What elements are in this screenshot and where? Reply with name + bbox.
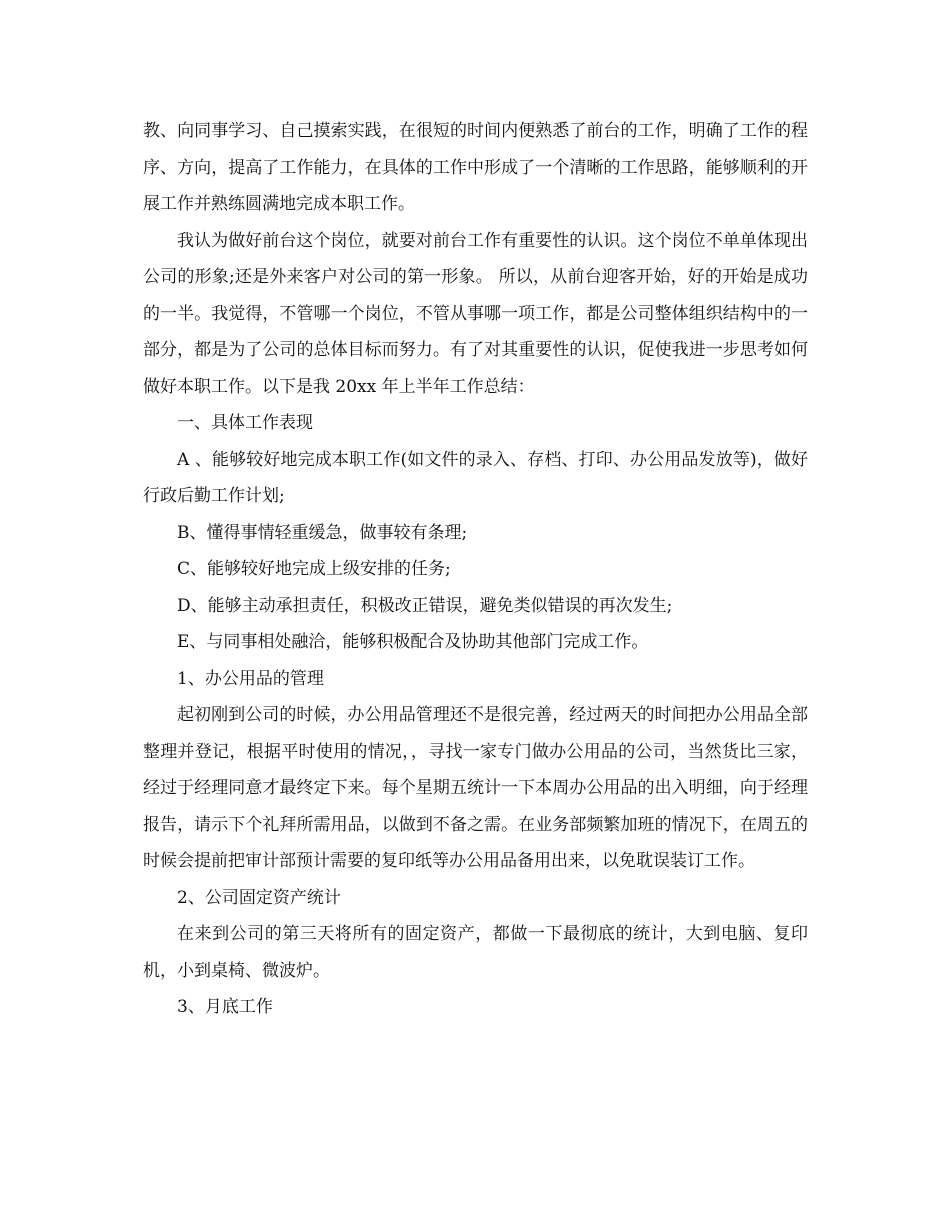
paragraph-office-supplies: 起初刚到公司的时候，办公用品管理还不是很完善，经过两天的时间把办公用品全部整理并登记，根据平时使用的情况，，寻找一家专门做办公用品的公司，当然货比三家，经过于经理同意才最终定下来。每个星期五统计一下本周办公用品的出入明细，向于经理报告，请示下个礼拜所需用品，以做到不备之需。在业务部频繁加班的情况下，在周五的时候会提前把审计部预计需要的复印纸等办公用品备用出来，以免耽误装订工作。 (143, 705, 808, 871)
list-item-b: B、懂得事情轻重缓急，做事较有条理; (177, 522, 468, 543)
document-body (143, 113, 808, 1026)
subheading-fixed-assets: 2、公司固定资产统计 (177, 887, 341, 908)
paragraph-fixed-assets: 在来到公司的第三天将所有的固定资产，都做一下最彻底的统计，大到电脑、复印机，小到桌椅、微波炉。 (143, 924, 808, 981)
list-item-e: E、与同事相处融洽，能够积极配合及协助其他部门完成工作。 (177, 632, 649, 652)
list-item-a: A 、能够较好地完成本职工作(如文件的录入、存档、打印、办公用品发放等)，做好行政后勤工作计划; (143, 449, 808, 506)
section-heading-work-performance: 一、具体工作表现 (177, 413, 313, 433)
paragraph-continuation: 教、向同事学习、自己摸索实践，在很短的时间内便熟悉了前台的工作，明确了工作的程序、方向，提高了工作能力，在具体的工作中形成了一个清晰的工作思路，能够顺利的开展工作并熟练圆满地完成本职工作。 (143, 121, 808, 214)
paragraph-front-desk-importance: 我认为做好前台这个岗位，就要对前台工作有重要性的认识。这个岗位不单单体现出公司的形象;还是外来客户对公司的第一形象。 所以，从前台迎客开始，好的开始是成功的一半。我觉得，不管哪一个岗位，不管从事哪一项工作，都是公司整体组织结构中的一部分，都是为了公司的总体目标而努力。有了对其重要性的认识，促使我进一步思考如何做好本职工作。以下是我 20xx 年上半年工作总结： (143, 230, 808, 397)
list-item-d: D、能够主动承担责任，积极改正错误，避免类似错误的再次发生; (177, 595, 673, 616)
subheading-month-end-work: 3、月底工作 (177, 997, 273, 1017)
list-item-c: C、能够较好地完成上级安排的任务; (177, 559, 451, 579)
subheading-office-supplies: 1、办公用品的管理 (177, 668, 324, 689)
